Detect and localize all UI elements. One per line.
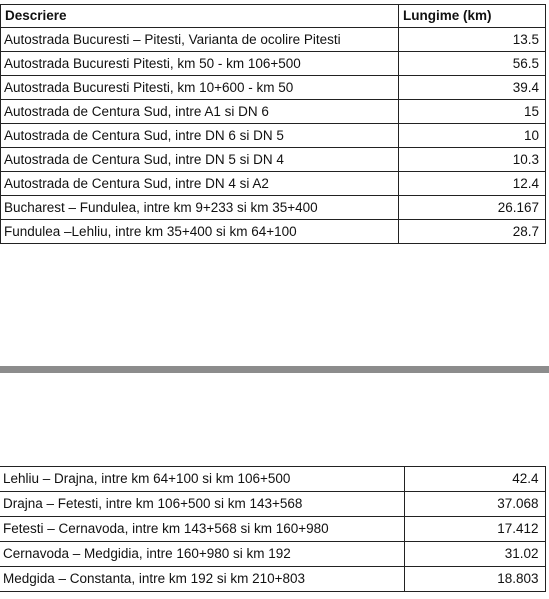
table-row (0, 492, 545, 517)
row-length: 28.7 (399, 220, 546, 244)
row-description: Autostrada de Centura Sud, intre DN 6 si DN 5 (1, 124, 399, 148)
row-length: 42.4 (404, 467, 545, 492)
row-length: 26.167 (399, 196, 546, 220)
table-row (0, 567, 545, 592)
row-length: 13.5 (399, 28, 546, 52)
row-description: Autostrada Bucuresti – Pitesti, Varianta de ocolire Pitesti (1, 28, 399, 52)
row-length: 10.3 (399, 148, 546, 172)
road-lengths-table-top (0, 4, 546, 244)
row-description: Autostrada Bucuresti Pitesti, km 50 - km 106+500 (1, 52, 399, 76)
header-length: Lungime (km) (399, 5, 546, 28)
table-row (1, 196, 546, 220)
table-row (1, 148, 546, 172)
row-description: Fundulea –Lehliu, intre km 35+400 si km 64+100 (1, 220, 399, 244)
table-row (0, 467, 545, 492)
row-description: Drajna – Fetesti, intre km 106+500 si km 143+568 (0, 492, 404, 517)
row-description: Lehliu – Drajna, intre km 64+100 si km 106+500 (0, 467, 404, 492)
row-description: Bucharest – Fundulea, intre km 9+233 si km 35+400 (1, 196, 399, 220)
section-divider (0, 366, 549, 373)
table-row (1, 100, 546, 124)
row-description: Autostrada de Centura Sud, intre A1 si DN 6 (1, 100, 399, 124)
row-length: 18.803 (404, 567, 545, 592)
row-length: 37.068 (404, 492, 545, 517)
road-lengths-table-bottom (0, 466, 546, 592)
row-length: 15 (399, 100, 546, 124)
table-header-row (1, 5, 546, 28)
table-row (1, 124, 546, 148)
row-description: Autostrada Bucuresti Pitesti, km 10+600 - km 50 (1, 76, 399, 100)
table-row (1, 28, 546, 52)
table-row (1, 172, 546, 196)
row-description: Fetesti – Cernavoda, intre km 143+568 si km 160+980 (0, 517, 404, 542)
row-length: 31.02 (404, 542, 545, 567)
row-length: 17.412 (404, 517, 545, 542)
row-description: Medgida – Constanta, intre km 192 si km 210+803 (0, 567, 404, 592)
row-description: Autostrada de Centura Sud, intre DN 4 si A2 (1, 172, 399, 196)
row-length: 56.5 (399, 52, 546, 76)
row-length: 12.4 (399, 172, 546, 196)
table-row (1, 76, 546, 100)
header-description: Descriere (1, 5, 399, 28)
table-row (1, 220, 546, 244)
table-row (1, 52, 546, 76)
table-row (0, 517, 545, 542)
row-length: 10 (399, 124, 546, 148)
row-description: Cernavoda – Medgidia, intre 160+980 si km 192 (0, 542, 404, 567)
row-length: 39.4 (399, 76, 546, 100)
row-description: Autostrada de Centura Sud, intre DN 5 si DN 4 (1, 148, 399, 172)
table-row (0, 542, 545, 567)
